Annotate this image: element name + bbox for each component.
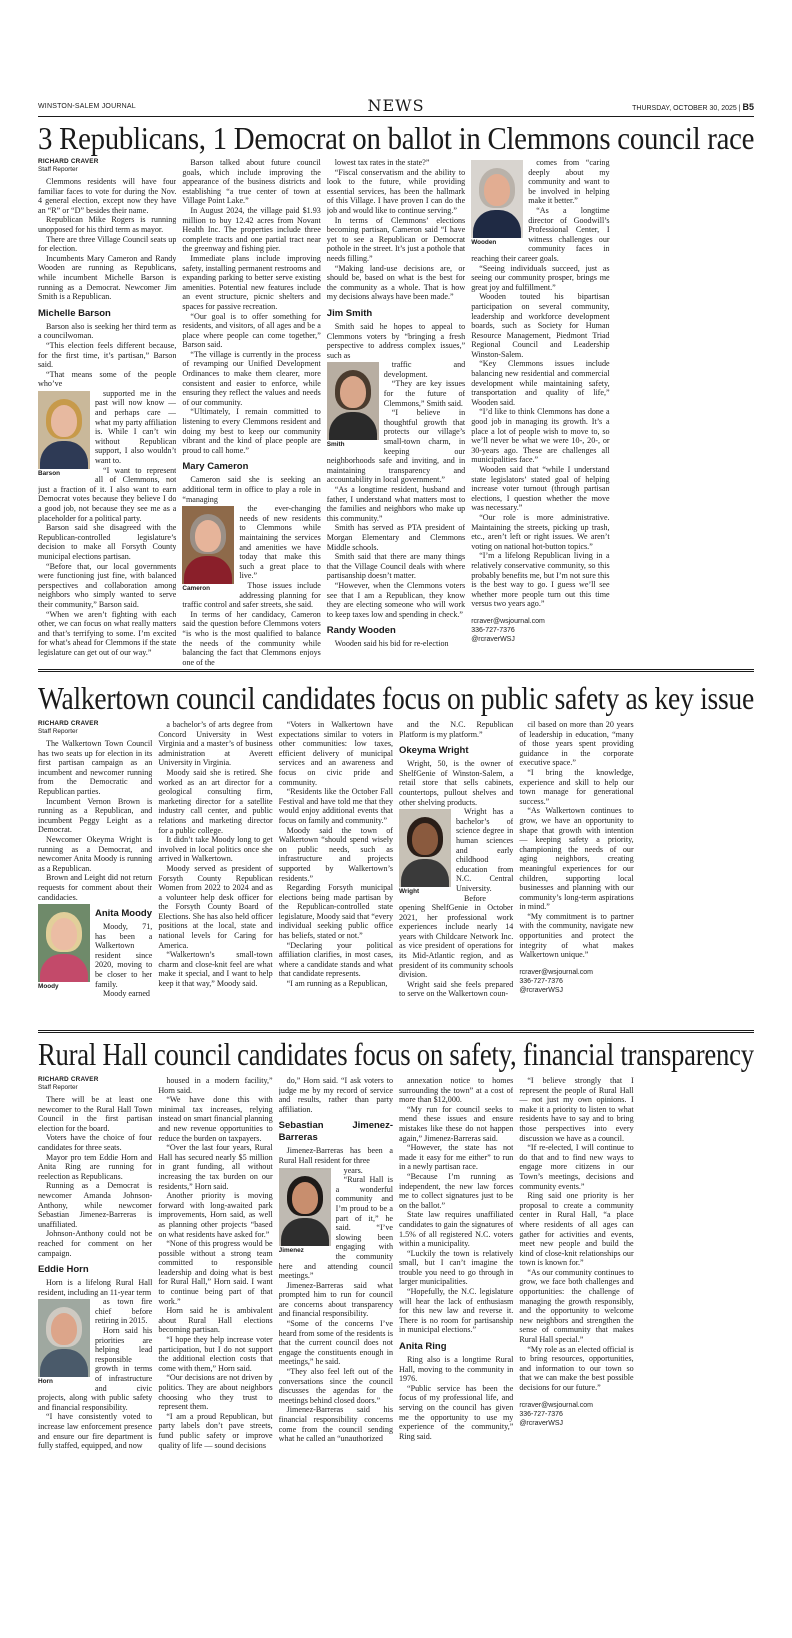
body-paragraph: Jimenez-Barreras said what prompted him to run for council are concerns about transparency and financial responsibility. <box>278 1280 393 1319</box>
body-paragraph: “We have done this with minimal tax increases, relying instead on smart financial planning and new revenue opportunities to reduce the burden on taxpayers. <box>158 1095 273 1143</box>
body-paragraph: Moody served as president of Forsyth County Republican Women from 2022 to 2024 and as a volunteer help desk officer for the Forsyth County Board of Elections. She has also held officer positions at the local, state and national levels for Caring for America. <box>158 863 273 950</box>
body-paragraph: “I am running as a Republican, <box>286 979 388 989</box>
headshot-image <box>38 1299 90 1377</box>
body-paragraph: Running as a Democrat is newcomer Amanda Johnson-Anthony, while newcomer Sebastian Jimenez-Barreras is unaffiliated. <box>38 1181 153 1229</box>
body-paragraph: “I believe in thoughtful growth that protects our village’s small-town charm, in keeping our neighborhoods safe and inviting, and in maintaining transparency and accountability in local government.” <box>326 408 466 485</box>
candidate-subhead: Sebastian Jimenez-Barreras <box>278 1120 393 1144</box>
contact-line: @rcraverWSJ <box>471 635 515 643</box>
body-paragraph: Horn said he is ambivalent about Rural Hall elections becoming partisan. <box>158 1306 273 1335</box>
body-paragraph: years. <box>343 1165 363 1175</box>
section-rule <box>38 1030 754 1034</box>
body-paragraph: “Public service has been the focus of my professional life, and serving on the council has given me the opportunity to use my experience of the community,” Ring said. <box>399 1383 514 1441</box>
body-paragraph: do,” Horn said. “I ask voters to judge me by my record of service and results, rather than party affiliation. <box>278 1076 393 1114</box>
text-column <box>182 158 320 686</box>
body-paragraph: “Residents like the October Fall Festival and have told me that they would enjoy additional events that focus on family and community.” <box>278 787 393 825</box>
body-paragraph: “I want to represent all of Clemmons, not just a fraction of it. I also want to earn Democrat votes because they believe I do a good job, not because they see me as a placeholder for a political party. <box>38 465 177 523</box>
body-paragraph: “Before that, our local governments were functioning just fine, with balanced perspectives and collaboration among neighbors who simply wanted to serve their community,” Barson said. <box>38 561 177 609</box>
body-paragraph: Republican Mike Rogers is running unopposed for his third term as mayor. <box>38 215 177 234</box>
body-paragraph: Mayor pro tem Eddie Horn and Anita Ring are running for reelection as Republicans. <box>38 1152 153 1181</box>
folio-rule <box>38 116 754 117</box>
body-paragraph: Moody, 71, has been a Walkertown resident since 2020, moving to be closer to her family. <box>95 922 153 989</box>
story-clemmons <box>38 120 755 667</box>
headshot-face <box>195 520 221 552</box>
body-paragraph: “Hopefully, the N.C. legislature will hear the lack of enthusiasm for this new law and reverse it. There is no room for partisanship in municipal elections.” <box>399 1287 514 1335</box>
body-paragraph: Horn said his priorities are helping lead responsible growth in terms of infrastructure and civic projects, along with public safety and financial responsibility. <box>38 1326 153 1412</box>
body-paragraph: Smith said that there are many things that the Village Council deals with where partisanship doesn’t matter. <box>326 552 466 581</box>
body-paragraph: “Some of the concerns I’ve heard from some of the residents is that the current council does not engage the constituents enough in meetings,” he said. <box>278 1319 393 1367</box>
contact-line: @rcraverWSJ <box>519 1419 563 1427</box>
body-paragraph: “They are key issues for the future of Clemmons,” Smith said. <box>383 379 466 408</box>
body-paragraph: “My run for council seeks to mend these issues and ensure mistakes like these do not happen again,” Jimenez-Barreras said. <box>399 1104 514 1143</box>
body-paragraph: “Ultimately, I remain committed to listening to every Clemmons resident and doing my best to keep our community vibrant and the kind of place people are proud to call home.” <box>182 407 321 455</box>
story-headline: 3 Republicans, 1 Democrat on ballot in Clemmons council race <box>38 120 755 156</box>
headshot-image <box>38 904 90 982</box>
photo-caption: Horn <box>38 1378 53 1386</box>
body-paragraph: Smith has served as PTA president of Morgan Elementary and Clemmons Middle schools. <box>326 523 466 552</box>
text-column <box>399 720 513 1030</box>
contact-line: rcraver@wsjournal.com <box>471 617 545 625</box>
body-paragraph: “As a longtime director of Goodwill’s Professional Center, I witness challenges our community faces in reaching their career goals. <box>471 205 610 263</box>
byline-title: Staff Reporter <box>38 1084 78 1091</box>
story-columns <box>38 158 754 686</box>
candidate-subhead: Michelle Barson <box>38 307 111 319</box>
byline: RICHARD CRAVER <box>38 720 99 727</box>
headshot-face <box>292 1182 318 1214</box>
body-paragraph: Horn is a lifelong Rural Hall resident, including an 11-year term <box>38 1278 153 1297</box>
headshot-shoulders <box>40 441 88 469</box>
body-paragraph: Incumbent Vernon Brown is running as a Republican, and incumbent Peggy Leight as a Democrat. <box>38 796 153 835</box>
body-paragraph: Wooden touted his bipartisan participation on several community, leadership and workforce development boards, such as Society for Human Resource Management, Piedmont Triad Regional Council and Leadership Winston-Salem. <box>471 292 610 359</box>
text-column <box>279 1076 393 1581</box>
story-rural-hall <box>38 1036 754 1451</box>
story-headline: Walkertown council candidates focus on public safety as key issue <box>38 680 754 716</box>
body-paragraph: “However, the state has not made it easy for me either” to run in a newly partisan race. <box>399 1143 514 1172</box>
body-paragraph: In terms of her candidacy, Cameron said the question before Clemmons voters “is who is the most qualified to balance the needs of the community while balancing the fact that Clemmons enjoys one of the <box>182 609 321 667</box>
story-columns <box>38 1076 754 1581</box>
body-paragraph: “I’d like to think Clemmons has done a good job in managing its growth. It’s a place a lot of people wish to move to, so we’ll never be what we were 10-, 20-, or 30-years ago. These are challenges all municipalities face.” <box>471 407 610 465</box>
body-paragraph: comes from “caring deeply about my community and want to be involved in helping make it better.” <box>528 158 610 206</box>
body-paragraph: “Our role is more administrative. Maintaining the streets, picking up trash, etc., aren’t left or right issues. We aren’t voting on national hot-button topics.” <box>471 512 610 551</box>
headshot-face <box>412 823 438 855</box>
body-paragraph: Immediate plans include improving safety, installing permanent restrooms and expanding parking to better serve existing amenities. Potential new features include an event structure, picnic shelters and spaces for passive recreation. <box>182 253 321 311</box>
headshot-shoulders <box>184 556 232 584</box>
body-paragraph: cil based on more than 20 years of leadership in education, “many of those years spent providing guidance in the corporate executive space.” <box>519 720 634 768</box>
story-headline: Rural Hall council candidates focus on safety, financial transparency <box>38 1036 754 1072</box>
text-column <box>38 720 152 1030</box>
body-paragraph: “Our goal is to offer something for residents, and visitors, of all ages and be a place where people can come together,” Barson said. <box>182 311 321 350</box>
body-paragraph: “My role as an elected official is to bring resources, opportunities, and information to our town so that we can make the best possible decisions for our future.” <box>519 1344 634 1392</box>
photo-caption: Barson <box>38 469 61 477</box>
body-paragraph: Regarding Forsyth municipal elections being made partisan by the Republican-controlled state legislature, Moody said that “every individual seeking public office has beliefs, stated or not.” <box>278 883 393 941</box>
headshot-image <box>182 506 234 584</box>
body-paragraph: “Declaring your political affiliation clarifies, in most cases, where a candidate stands and what that candidate represents. <box>278 940 393 979</box>
folio-date: THURSDAY, OCTOBER 30, 2025 <box>632 105 737 112</box>
body-paragraph: In August 2024, the village paid $1.93 million to buy 12.42 acres from Novant Health Inc. The properties include three complete tracts and one partial tract near the greenway and fishing pier. <box>182 205 321 254</box>
body-paragraph: Jimenez-Barreras has been a Rural Hall resident for three <box>278 1146 393 1165</box>
body-paragraph: There will be at least one newcomer to the Rural Hall Town Council in the first partisan election for the board. <box>38 1095 153 1133</box>
body-paragraph: “That means some of the people who’ve <box>38 369 177 389</box>
body-paragraph: Ring said one priority is her proposal to create a community center in Rural Hall, “a place where residents of all ages can gather for activities and events, meet new people and build the kind of close-knit relationships our town is known for.” <box>519 1191 634 1268</box>
body-paragraph: Newcomer Okeyma Wright is running as a Democrat, and newcomer Anita Moody is running as a Republican. <box>38 834 153 873</box>
body-paragraph: “This election feels different because, for the first time, it’s partisan,” Barson said. <box>38 340 177 370</box>
contact-line: 336-727-7376 <box>519 1410 563 1418</box>
body-paragraph: Barson said she disagreed with the Republican-controlled legislature’s decision to make all Forsyth County municipal elections partisan. <box>38 523 177 561</box>
body-paragraph: Moody said she is retired. She worked as an art director for a geological consulting firm, marketing director for a satellite industry call center, and public relations and marketing director for a public college. <box>158 767 273 835</box>
text-column <box>519 1076 633 1581</box>
body-paragraph: “I hope they help increase voter participation, but I do not support the additional election costs that come with them,” Horn said. <box>158 1335 273 1373</box>
body-paragraph: Johnson-Anthony could not be reached for comment on her campaign. <box>38 1229 153 1258</box>
body-paragraph: Wooden said that “while I understand state legislators’ stated goal of helping increase voter turnout (through partisan elections, I question whether the move was necessary.” <box>471 465 610 513</box>
body-paragraph: “Rural Hall is a wonderful community and I’m proud to be a part of it,” he said. “I’ve slowing been engaging with the community here and attending council meetings.” <box>278 1175 393 1281</box>
body-paragraph: “When we aren’t fighting with each other, we can focus on what really matters and that’s terrifying to some. I’m excited for what’s ahead for Clemmons if the state legislature can get out of our way.” <box>38 609 177 657</box>
headshot-image <box>399 809 451 887</box>
candidate-subhead: Anita Ring <box>399 1341 447 1353</box>
body-paragraph: In terms of Clemmons’ elections becoming partisan, Cameron said “I have yet to see a Republican or Democrat pothole in the street. It’s just a pothole that needs filling.” <box>326 215 466 263</box>
body-paragraph: “The village is currently in the process of revamping our Unified Development Ordinances to make them clearer, more consistent and easier to enforce, while ensuring they reflect the values and needs of our community. <box>182 349 321 407</box>
body-paragraph: “Seeing individuals succeed, just as seeing our community prosper, brings me great joy and fulfillment.” <box>471 263 610 292</box>
candidate-photo <box>38 391 90 478</box>
text-column <box>158 1076 272 1581</box>
body-paragraph: “Voters in Walkertown have expectations similar to voters in other communities: low taxes, efficient delivery of municipal services and an awareness and focus on civic pride and community. <box>278 720 393 787</box>
headshot-shoulders <box>40 1349 88 1377</box>
body-paragraph: supported me in the past will now know — and perhaps care — what my party affiliation is. While I can’t win without Republican support, I also wouldn’t want to. <box>95 388 177 466</box>
body-paragraph: lowest tax rates in the state?” <box>334 158 430 167</box>
text-column <box>399 1076 513 1581</box>
body-paragraph: “I believe strongly that I represent the people of Rural Hall — not just my own opinions. I make it a priority to listen to what residents have to say and to bring those perspectives into every discussion we have as a council. <box>519 1076 634 1143</box>
headshot-shoulders <box>40 954 88 982</box>
text-column <box>327 158 465 686</box>
body-paragraph: “Luckily the town is relatively small, but I can’t imagine the trouble you need to go through in larger municipalities. <box>399 1248 514 1287</box>
headshot-shoulders <box>473 210 521 238</box>
contact-line: rcraver@wsjournal.com <box>519 968 593 976</box>
body-paragraph: Barson talked about future council goals, which include improving the appearance of the business districts and establishing “a true center of town at Village Point Lake.” <box>182 158 321 206</box>
body-paragraph: Moody said the town of Walkertown “should spend wisely on public needs, such as infrastructure and projects supported by Walkertown’s residents.” <box>278 825 393 883</box>
photo-caption: Jimenez <box>278 1246 304 1254</box>
body-paragraph: annexation notice to homes surrounding the town” at a cost of more than $12,000. <box>399 1076 514 1105</box>
body-paragraph: The Walkertown Town Council has two seats up for election in its first partisan campaign as an incumbent and newcomer running from the Democratic and Republican parties. <box>38 739 153 796</box>
byline: RICHARD CRAVER <box>38 158 99 165</box>
body-paragraph: “I bring the knowledge, experience and skill to help our town manage for generational success.” <box>519 767 634 806</box>
candidate-subhead: Randy Wooden <box>326 625 396 637</box>
headshot-image <box>38 391 90 469</box>
body-paragraph: “Walkertown’s small-town charm and close-knit feel are what make it special, and I want to help keep it that way,” Moody said. <box>158 950 273 989</box>
body-paragraph: “As a longtime resident, husband and father, I understand what matters most to the families and neighbors who make up this community.” <box>326 485 466 523</box>
body-paragraph: “My commitment is to partner with the community, navigate new opportunities and protect the integrity of what makes Walkertown unique.” <box>519 911 634 960</box>
headshot-image <box>471 160 523 238</box>
body-paragraph: “I am a proud Republican, but party labels don’t pave streets, fund public safety or improve quality of life — sound decisions <box>158 1411 273 1450</box>
body-paragraph: Cameron said she is seeking an additional term in office to play a role in “managing <box>182 475 321 504</box>
candidate-subhead: Okeyma Wright <box>399 745 469 757</box>
headshot-shoulders <box>401 859 449 887</box>
body-paragraph: “Because I’m running as independent, the new law forces me to collect signatures just to be on the ballot.” <box>399 1171 514 1210</box>
body-paragraph: Ring also is a longtime Rural Hall, moving to the community in 1976. <box>399 1355 514 1384</box>
body-paragraph: Wooden said his bid for re-election <box>334 639 449 649</box>
body-paragraph: “Over the last four years, Rural Hall has secured nearly $5 million in grant funding, all without increasing the tax burden on our residents,” Horn said. <box>158 1143 273 1191</box>
text-column <box>471 158 609 686</box>
body-paragraph: “If re-elected, I will continue to do that and to find new ways to engage more citizens in our Town’s meetings, decisions and community events.” <box>519 1143 634 1191</box>
body-paragraph: “They also feel left out of the conversations since the council discusses the agendas for the meetings behind closed doors.” <box>278 1367 393 1405</box>
body-paragraph: It didn’t take Moody long to get involved in local politics once she arrived in Walkertown. <box>158 835 273 864</box>
photo-caption: Cameron <box>182 585 211 593</box>
text-column <box>38 1076 152 1581</box>
candidate-photo <box>182 506 234 593</box>
candidate-subhead: Mary Cameron <box>182 461 249 473</box>
folio-section-name: NEWS <box>367 96 425 115</box>
text-column <box>158 720 272 1030</box>
byline-title: Staff Reporter <box>38 728 78 735</box>
byline: RICHARD CRAVER <box>38 1076 99 1083</box>
folio-date-page: THURSDAY, OCTOBER 30, 2025 | B5 <box>632 102 754 112</box>
text-column <box>279 720 393 1030</box>
body-paragraph: “Key Clemmons issues include balancing new residential and commercial development while maintaining safety, transportation and quality of life,” Wooden said. <box>471 359 610 407</box>
text-column <box>519 720 633 1030</box>
contact-line: rcraver@wsjournal.com <box>519 1401 593 1409</box>
body-paragraph: Another priority is moving forward with long-awaited park improvements, Horn said, as well as planning other projects “based on what residents have asked for.” <box>158 1191 273 1239</box>
body-paragraph: Jimenez-Barreras said his financial responsibility concerns come from the council sending what he called an “unauthorized <box>278 1405 393 1444</box>
body-paragraph: “None of this progress would be possible without a strong team committed to responsible leadership and doing what is best for Rural Hall,” Horn said. I want to continue being part of that work.” <box>158 1239 273 1306</box>
photo-caption: Smith <box>326 441 345 449</box>
body-paragraph: the ever-changing needs of new residents to Clemmons while maintaining the services and amenities we have today that make this such a great place to live.” <box>239 504 321 581</box>
candidate-subhead: Jim Smith <box>326 307 373 319</box>
body-paragraph: Wright has a bachelor’s of science degree in human sciences and early childhood education from N.C. Central University. <box>456 807 514 893</box>
body-paragraph: traffic and development. <box>383 360 466 379</box>
body-paragraph: Brown and Leight did not return requests for comment about their candidacies. <box>38 873 153 902</box>
headshot-face <box>484 174 510 206</box>
story-columns <box>38 720 754 1030</box>
body-paragraph: “Our decisions are not driven by politics. They are about neighbors choosing who they trust to represent them. <box>158 1373 273 1412</box>
candidate-photo <box>399 809 451 896</box>
body-paragraph: Incumbents Mary Cameron and Randy Wooden are running as Republicans, while incumbent Michelle Barson is running as a Democrat. Newcomer Jim Smith is a Republican. <box>38 253 177 302</box>
headshot-image <box>279 1168 331 1246</box>
text-column <box>38 158 176 686</box>
body-paragraph: Barson also is seeking her third term as a councilwoman. <box>38 321 177 341</box>
body-paragraph: a bachelor’s of arts degree from Concord University in West Virginia and a master’s of business administration at Averett University in Virginia. <box>158 720 273 768</box>
folio-paper-name: WINSTON-SALEM JOURNAL <box>38 103 136 110</box>
body-paragraph: “Making land-use decisions are, or should be, based on what is the best for the community as a whole. That is how my decisions always have been made.” <box>326 263 466 302</box>
body-paragraph: Smith said he hopes to appeal to Clemmons voters by “bringing a fresh perspective to address complex issues,” such as <box>326 321 466 360</box>
body-paragraph: Wright said she feels prepared to serve on the Walkertown coun- <box>399 979 514 999</box>
body-paragraph: Those issues include addressing planning for traffic control and safer streets, she said. <box>182 580 321 610</box>
candidate-photo <box>471 160 523 247</box>
body-paragraph: housed in a modern facility,” Horn said. <box>158 1076 273 1095</box>
headshot-face <box>51 405 77 437</box>
folio-page-number: B5 <box>742 102 754 112</box>
headshot-face <box>340 376 366 408</box>
body-paragraph: Before opening ShelfGenie in October 2021, her professional work experiences include nearly 14 years with Childcare Network Inc. as vice president of operations for its Mid-Atlantic region, and as president of its community schools division. <box>399 893 514 980</box>
section-rule <box>38 669 754 673</box>
photo-caption: Wooden <box>471 239 497 246</box>
body-paragraph: Wright, 50, is the owner of ShelfGenie of Winston-Salem, a retail store that sells cabinets, countertops, pullout shelves and other shelving products. <box>399 759 514 807</box>
body-paragraph: “I’m a lifelong Republican living in a relatively conservative community, so this probably benefits me, but I’m not sure this is the best way to go. I guess we’ll see whether more people turn out this time versus two years ago.” <box>471 551 610 609</box>
headshot-image <box>327 362 379 440</box>
candidate-subhead: Eddie Horn <box>38 1264 89 1276</box>
byline-title: Staff Reporter <box>38 166 78 173</box>
contact-line: @rcraverWSJ <box>519 986 563 994</box>
candidate-subhead: Anita Moody <box>95 908 152 920</box>
body-paragraph: as town fire chief before retiring in 2015. <box>95 1297 153 1326</box>
headshot-shoulders <box>329 412 377 440</box>
body-paragraph: and the N.C. Republican Platform is my platform.” <box>399 720 514 739</box>
body-paragraph: “Fiscal conservatism and the ability to look to the future, while providing essential services, has been the hallmark of this Village. I have proven I can do the job and would like to continue serving.” <box>326 167 466 215</box>
candidate-photo <box>279 1168 331 1255</box>
body-paragraph: “I have consistently voted to increase law enforcement presence and ensure our fire department is fully staffed, equipped, and now <box>38 1412 153 1451</box>
body-paragraph: Moody earned <box>103 989 150 999</box>
page-folio <box>38 96 754 116</box>
contact-line: 336-727-7376 <box>519 977 563 985</box>
photo-caption: Moody <box>38 983 59 991</box>
body-paragraph: Clemmons residents will have four familiar faces to vote for during the Nov. 4 general election, except now they have an “R” or “D” besides their name. <box>38 177 177 215</box>
headshot-face <box>51 918 77 950</box>
story-walkertown <box>38 680 754 999</box>
candidate-photo <box>327 362 379 449</box>
body-paragraph: State law requires unaffiliated candidates to gain the signatures of 1.5% of all registered N.C. voters within a municipality. <box>399 1210 514 1249</box>
body-paragraph: “However, when the Clemmons voters see that I am a Republican, they know they are electing someone who will work to keep taxes low and spending in check.” <box>326 580 466 619</box>
photo-caption: Wright <box>399 888 420 896</box>
body-paragraph: Voters have the choice of four candidates for three seats. <box>38 1133 153 1152</box>
candidate-photo <box>38 1299 90 1386</box>
body-paragraph: There are three Village Council seats up for election. <box>38 234 177 254</box>
headshot-face <box>51 1313 77 1345</box>
contact-line: 336-727-7376 <box>471 626 515 634</box>
body-paragraph: “As Walkertown continues to grow, we have an opportunity to shape that growth with intention — keeping safety a priority, championing the needs of our aging neighbors, creating meaningful experiences for our children, supporting local businesses and planning with our community’s long-term aspirations in mind.” <box>519 806 634 912</box>
candidate-photo <box>38 904 90 991</box>
body-paragraph: “As our community continues to grow, we face both challenges and opportunities: the challenge of managing the growth responsibly, and the opportunity to welcome new neighbors and strengthen the sense of community that makes Rural Hall special.” <box>519 1267 634 1345</box>
headshot-shoulders <box>281 1218 329 1246</box>
